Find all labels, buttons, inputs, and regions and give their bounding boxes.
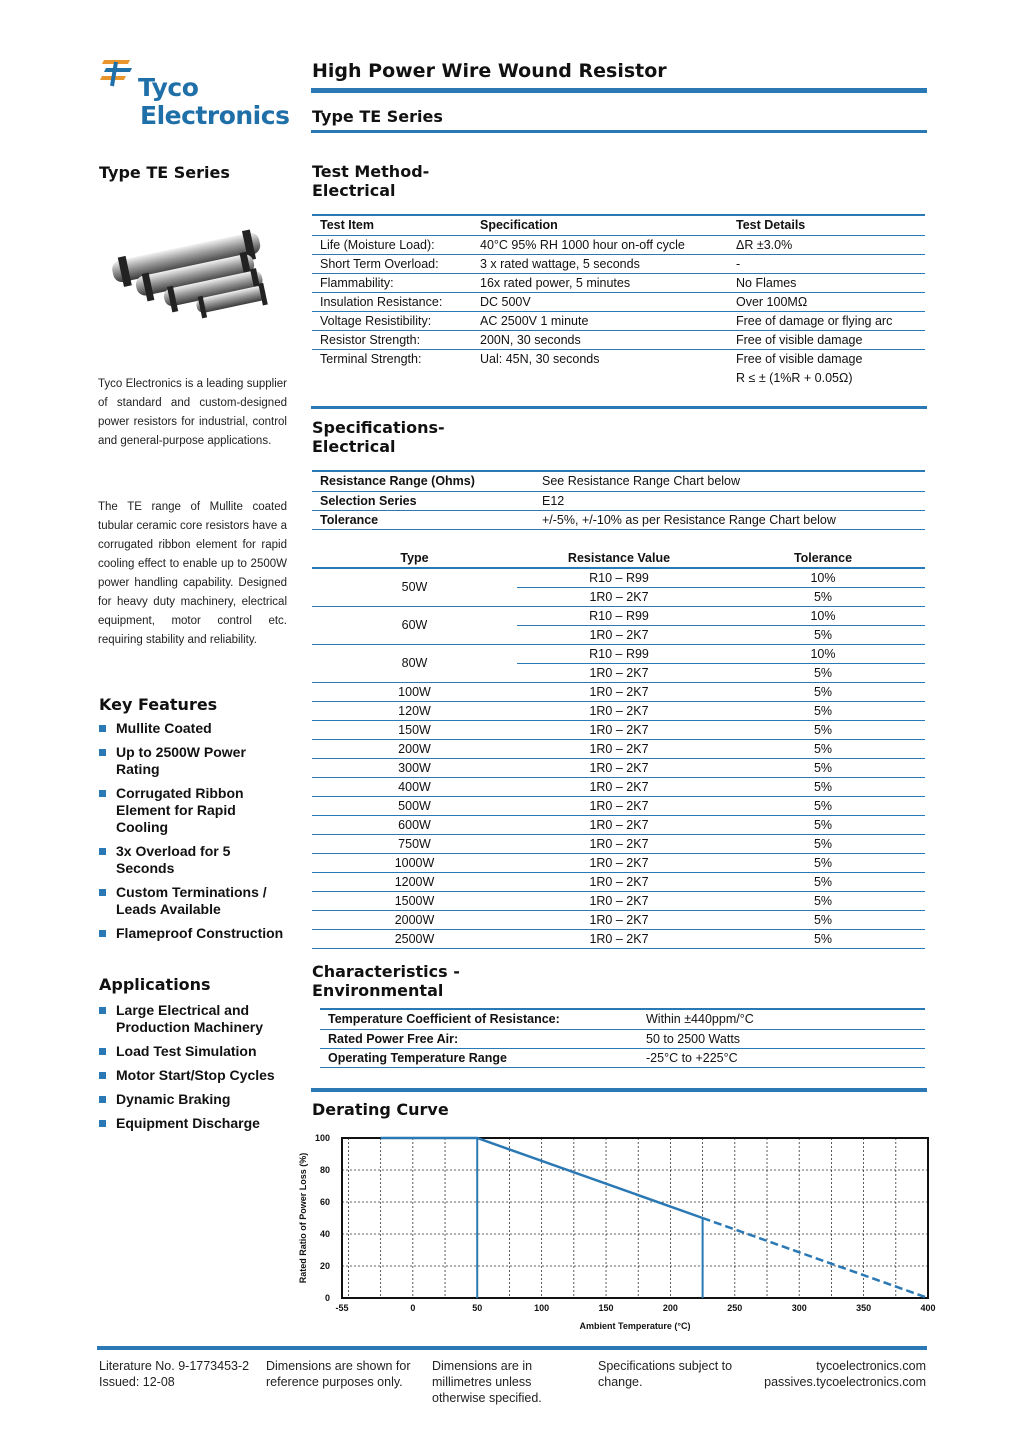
y-axis-label: Rated Ratio of Power Loss (%) xyxy=(298,1152,308,1284)
table-row: 1R0 – 2K7 5% xyxy=(312,587,925,606)
list-item: Equipment Discharge xyxy=(99,1115,289,1132)
table-row: Operating Temperature Range -25°C to +225°C xyxy=(320,1048,925,1067)
x-tick-label: 0 xyxy=(410,1303,416,1313)
table-header-row: Test Item Specification Test Details xyxy=(312,216,925,235)
table-row: 2500W 1R0 – 2K7 5% xyxy=(312,929,925,948)
website-link[interactable]: passives.tycoelectronics.com xyxy=(764,1375,926,1389)
list-item: Dynamic Braking xyxy=(99,1091,289,1108)
sidebar-series-title: Type TE Series xyxy=(99,163,230,182)
features-title: Key Features xyxy=(99,695,218,714)
table-row: 1R0 – 2K7 5% xyxy=(312,625,925,644)
footer-units-note: Dimensions are in millimetres unless otherwise specified. xyxy=(432,1359,542,1405)
table-row: 300W 1R0 – 2K7 5% xyxy=(312,758,925,777)
logo-text-line1: Tyco xyxy=(138,73,199,102)
table-row: 120W 1R0 – 2K7 5% xyxy=(312,701,925,720)
applications-title: Applications xyxy=(99,975,211,994)
list-item: 3x Overload for 5 Seconds xyxy=(99,843,289,877)
table-row: 50W R10 – R99 10% xyxy=(312,568,925,587)
footer-rule xyxy=(97,1346,927,1350)
table-row: 80W R10 – R99 10% xyxy=(312,644,925,663)
table-row: 600W 1R0 – 2K7 5% xyxy=(312,815,925,834)
list-item: Up to 2500W Power Rating xyxy=(99,744,289,778)
table-row: Tolerance +/-5%, +/-10% as per Resistance Range Chart below xyxy=(312,510,925,529)
derating-chart xyxy=(296,1128,936,1338)
x-tick-label: 350 xyxy=(856,1303,872,1313)
page-title: High Power Wire Wound Resistor xyxy=(312,60,667,82)
list-item: Motor Start/Stop Cycles xyxy=(99,1067,289,1084)
table-row: Selection Series E12 xyxy=(312,491,925,510)
table-row: Resistor Strength: 200N, 30 seconds Free of visible damage xyxy=(312,330,925,349)
test-method-title: Test Method- Electrical xyxy=(312,162,430,200)
description-paragraph: The TE range of Mullite coated tubular ceramic core resistors have a corrugated ribbon element for rapid cooling effect to enable up to 2500W power handling capability. Designed for heavy duty machinery, electrical equipment, motor control etc. requiring stability and reliability. xyxy=(98,501,287,646)
resistor-product-image xyxy=(104,215,284,325)
list-item: Mullite Coated xyxy=(99,720,289,737)
logo-text-line2: Electronics xyxy=(140,101,290,130)
footer-spec-note: Specifications subject to change. xyxy=(598,1359,733,1389)
y-tick-label: 100 xyxy=(314,1133,330,1143)
website-link[interactable]: tycoelectronics.com xyxy=(816,1359,926,1373)
y-tick-label: 60 xyxy=(319,1197,330,1207)
y-tick-label: 40 xyxy=(319,1229,330,1239)
table-header-row: Type Resistance Value Tolerance xyxy=(312,549,925,568)
x-tick-label: 250 xyxy=(727,1303,743,1313)
series-line xyxy=(703,1218,928,1298)
environmental-table xyxy=(320,1010,925,1068)
table-row: Short Term Overload: 3 x rated wattage, 5 seconds - xyxy=(312,254,925,273)
table-row: 150W 1R0 – 2K7 5% xyxy=(312,720,925,739)
footer-dimensions-note: Dimensions are shown for reference purposes only. xyxy=(266,1359,411,1389)
table-row: 1000W 1R0 – 2K7 5% xyxy=(312,853,925,872)
x-tick-label: 150 xyxy=(598,1303,614,1313)
list-item: Flameproof Construction xyxy=(99,925,289,942)
list-item: Corrugated Ribbon Element for Rapid Cooling xyxy=(99,785,289,836)
table-row: R ≤ ± (1%R + 0.05Ω) xyxy=(736,370,853,385)
table-row: Rated Power Free Air: 50 to 2500 Watts xyxy=(320,1029,925,1048)
page-subtitle: Type TE Series xyxy=(312,107,443,126)
test-method-table xyxy=(312,216,925,387)
table-row: 200W 1R0 – 2K7 5% xyxy=(312,739,925,758)
footer-literature: Literature No. 9-1773453-2 Issued: 12-08 xyxy=(99,1359,250,1389)
y-tick-label: 20 xyxy=(319,1261,330,1271)
y-tick-label: 0 xyxy=(324,1293,330,1303)
table-row: Voltage Resistibility: AC 2500V 1 minute Free of damage or flying arc xyxy=(312,311,925,330)
table-row: Flammability: 16x rated power, 5 minutes No Flames xyxy=(312,273,925,292)
table-row: 100W 1R0 – 2K7 5% xyxy=(312,682,925,701)
table-row: 2000W 1R0 – 2K7 5% xyxy=(312,910,925,929)
x-tick-label: 200 xyxy=(662,1303,678,1313)
company-logo xyxy=(100,58,290,133)
list-item: Large Electrical and Production Machinery xyxy=(99,1002,289,1036)
list-item: Custom Terminations / Leads Available xyxy=(99,884,289,918)
resistance-range-table xyxy=(312,549,925,949)
table-row: 1R0 – 2K7 5% xyxy=(312,663,925,682)
list-item: Load Test Simulation xyxy=(99,1043,289,1060)
x-tick-label: 400 xyxy=(920,1303,936,1313)
header-rule xyxy=(311,88,927,93)
table-row: 1200W 1R0 – 2K7 5% xyxy=(312,872,925,891)
x-tick-label: 50 xyxy=(472,1303,483,1313)
subtitle-rule xyxy=(311,130,927,133)
features-list xyxy=(99,720,289,949)
x-tick-label: -55 xyxy=(335,1303,349,1313)
spec-electrical-table xyxy=(312,472,925,530)
table-row: Life (Moisture Load): 40°C 95% RH 1000 hour on-off cycle ΔR ±3.0% xyxy=(312,235,925,254)
intro-paragraph: Tyco Electronics is a leading supplier of standard and custom-designed power resistors for industrial, control and general-purpose applications. xyxy=(98,378,287,447)
plot-frame xyxy=(342,1138,928,1298)
footer-websites xyxy=(740,1358,926,1390)
table-row: Insulation Resistance: DC 500V Over 100MΩ xyxy=(312,292,925,311)
derating-title: Derating Curve xyxy=(312,1100,449,1119)
y-tick-label: 80 xyxy=(319,1165,330,1175)
tyco-logo-icon xyxy=(100,58,134,88)
table-row: Terminal Strength: Ual: 45N, 30 seconds Free of visible damage xyxy=(320,351,863,366)
table-row: 750W 1R0 – 2K7 5% xyxy=(312,834,925,853)
applications-list xyxy=(99,1002,289,1139)
table-row: 500W 1R0 – 2K7 5% xyxy=(312,796,925,815)
x-axis-label: Ambient Temperature (°C) xyxy=(579,1321,691,1331)
spec-electrical-title: Specifications- Electrical xyxy=(312,418,445,456)
table-row: 60W R10 – R99 10% xyxy=(312,606,925,625)
environmental-title: Characteristics - Environmental xyxy=(312,962,460,1000)
table-row: 400W 1R0 – 2K7 5% xyxy=(312,777,925,796)
table-row: Temperature Coefficient of Resistance: Within ±440ppm/°C xyxy=(320,1010,925,1029)
x-tick-label: 300 xyxy=(791,1303,807,1313)
table-row: 1500W 1R0 – 2K7 5% xyxy=(312,891,925,910)
x-tick-label: 100 xyxy=(534,1303,550,1313)
table-row: Resistance Range (Ohms) See Resistance Range Chart below xyxy=(312,472,925,491)
